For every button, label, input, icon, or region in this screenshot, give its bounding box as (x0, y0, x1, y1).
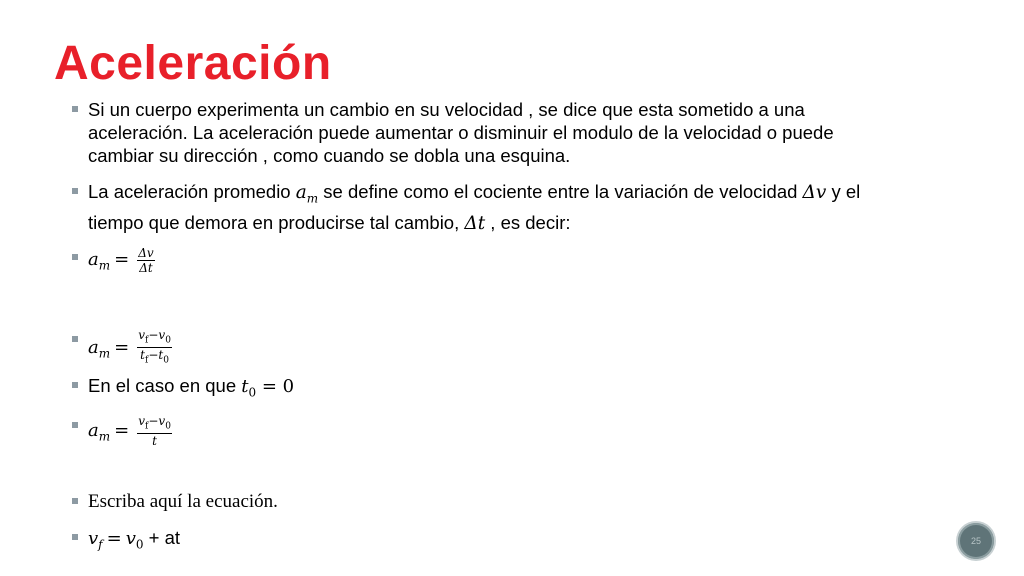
fraction: $\frac{v_f-v_0}{t}$ (138, 414, 171, 449)
equation: $v_f = v_0$ + at (88, 527, 181, 552)
square-bullet-icon (72, 498, 78, 504)
fraction: $\frac{\Delta v}{\Delta t}$ (138, 246, 154, 275)
square-bullet-icon (72, 422, 78, 428)
fraction: $\frac{v_f-v_0}{t_f-t_0}$ (138, 328, 171, 366)
bullet-text: La aceleración promedio $a_m$ se define como el cociente entre la variación de velocidad Δv y el tiempo que demora en producirse tal cambio, Δt , es decir: (88, 181, 861, 234)
page-number-badge: 25 (958, 523, 994, 559)
equation: $a_m$ = $\frac{v_f-v_0}{t_f-t_0}$ (88, 328, 171, 366)
symbol: $a_m$ (295, 182, 319, 206)
equation: $a_m$ = $\frac{\Delta v}{\Delta t}$ (88, 246, 154, 275)
square-bullet-icon (72, 106, 78, 112)
square-bullet-icon (72, 336, 78, 342)
square-bullet-icon (72, 188, 78, 194)
equation: $a_m$ = $\frac{v_f-v_0}{t}$ (88, 414, 171, 449)
bullet-text: En el caso en que $t_0 = 0$ (88, 375, 295, 400)
placeholder-equation-text[interactable]: Escriba aquí la ecuación. (88, 491, 278, 512)
slide-title: Aceleración (54, 37, 332, 90)
square-bullet-icon (72, 382, 78, 388)
square-bullet-icon (72, 534, 78, 540)
square-bullet-icon (72, 254, 78, 260)
bullet-text: Si un cuerpo experimenta un cambio en su velocidad , se dice que esta sometido a una aceleración. La aceleración puede aumentar o disminuir el modulo de la velocidad o puede cambiar su dirección , como cuando se dobla una esquina. (88, 99, 834, 166)
